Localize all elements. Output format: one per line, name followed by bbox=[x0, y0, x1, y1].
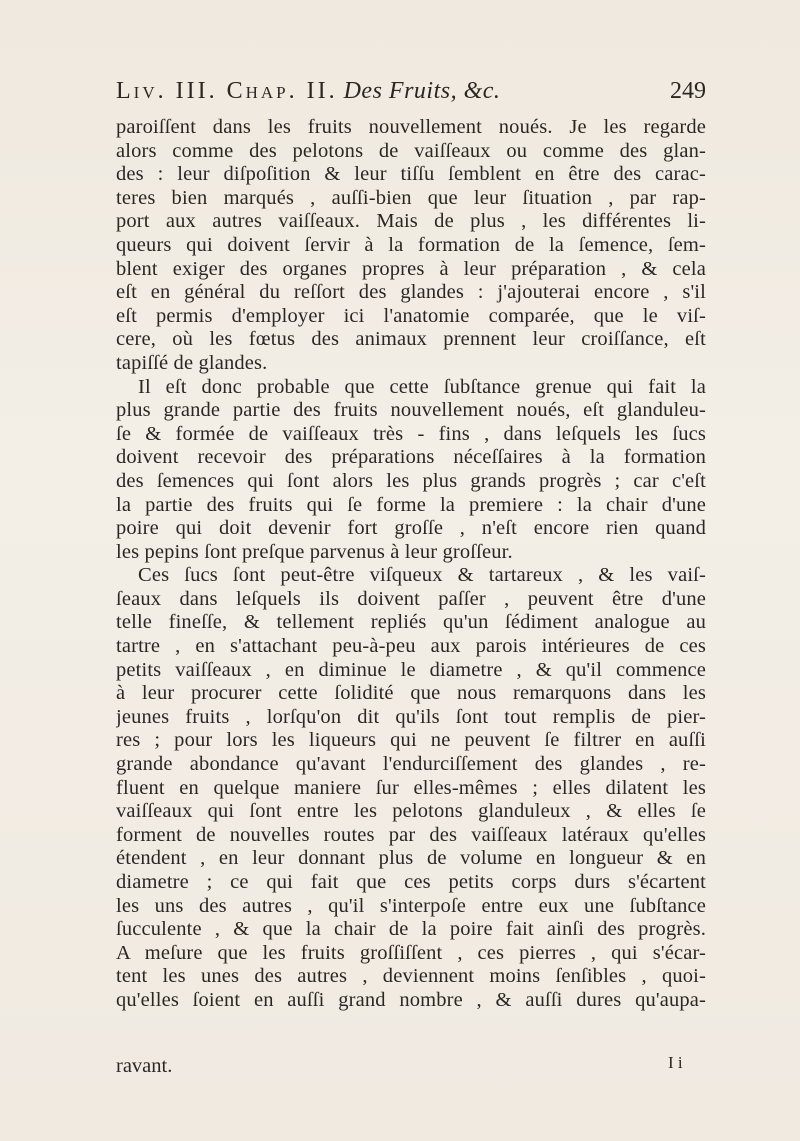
text-line: ſe & formée de vaiſſeaux très - fins , dans leſquels les ſucs bbox=[116, 422, 706, 445]
catchword: ravant. bbox=[116, 1055, 173, 1077]
text-line: étendent , en leur donnant plus de volume en longueur & en bbox=[116, 847, 706, 870]
text-line: la partie des fruits qui ſe forme la premiere : la chair d'une bbox=[116, 493, 706, 516]
text-line: vaiſſeaux qui ſont entre les pelotons glanduleux , & elles ſe bbox=[116, 800, 706, 823]
text-line: les pepins ſont preſque parvenus à leur groſſeur. bbox=[116, 540, 513, 563]
text-line: eſt en général du reſſort des glandes : j'ajouterai encore , s'il bbox=[116, 281, 706, 304]
text-line: poire qui doit devenir fort groſſe , n'eſt encore rien quand bbox=[116, 517, 706, 540]
text-line: cere, où les fœtus des animaux prennent leur croiſſance, eſt bbox=[116, 328, 706, 351]
text-line: tartre , en s'attachant peu-à-peu aux parois intérieures de ces bbox=[116, 635, 706, 658]
text-line: à leur procurer cette ſolidité que nous remarquons dans les bbox=[116, 682, 706, 705]
text-line: paroiſſent dans les fruits nouvellement noués. Je les regarde bbox=[116, 116, 706, 138]
text-line: blent exiger des organes propres à leur préparation , & cela bbox=[116, 257, 706, 280]
text-line: qu'elles ſoient en auſſi grand nombre , & auſſi dures qu'aupa- bbox=[116, 988, 706, 1011]
text-line: A meſure que les fruits groſſiſſent , ces pierres , qui s'écar- bbox=[116, 941, 706, 964]
running-header bbox=[116, 78, 706, 110]
text-line: eſt permis d'employer ici l'anatomie comparée, que le viſ- bbox=[116, 304, 706, 327]
text-line: Il eſt donc probable que cette ſubſtance grenue qui fait la bbox=[138, 375, 706, 398]
text-line: res ; pour lors les liqueurs qui ne peuvent ſe filtrer en auſſi bbox=[116, 729, 706, 752]
text-line: petits vaiſſeaux , en diminue le diametre , & qu'il commence bbox=[116, 658, 706, 681]
page-number: 249 bbox=[670, 78, 706, 104]
text-line: grande abondance qu'avant l'endurciſſement des glandes , re- bbox=[116, 753, 706, 776]
text-line: tent les unes des autres , deviennent moins ſenſibles , quoi- bbox=[116, 965, 706, 988]
text-line: ſucculente , & que la chair de la poire fait ainſi des progrès. bbox=[116, 918, 706, 941]
text-line: des ſemences qui ſont alors les plus grands progrès ; car c'eſt bbox=[116, 469, 706, 492]
text-line: des : leur diſpoſition & leur tiſſu ſemblent en être des carac- bbox=[116, 163, 706, 186]
text-line: doivent recevoir des préparations néceſſaires à la formation bbox=[116, 446, 706, 469]
text-line: teres bien marqués , auſſi-bien que leur ſituation , par rap- bbox=[116, 186, 706, 209]
text-line: port aux autres vaiſſeaux. Mais de plus , les différentes li- bbox=[116, 210, 706, 233]
chapter-title: Des Fruits, &c. bbox=[343, 78, 501, 104]
body-text bbox=[116, 116, 706, 1013]
text-line: forment de nouvelles routes par des vaiſſeaux latéraux qu'elles bbox=[116, 823, 706, 846]
text-line: alors comme des pelotons de vaiſſeaux ou comme des glan- bbox=[116, 139, 706, 162]
text-line: plus grande partie des fruits nouvellement noués, eſt glanduleu- bbox=[116, 399, 706, 422]
text-line: ſeaux dans leſquels ils doivent paſſer , peuvent être d'une bbox=[116, 587, 706, 610]
text-line: Ces ſucs ſont peut-être viſqueux & tartareux , & les vaiſ- bbox=[138, 564, 706, 587]
text-line: les uns des autres , qu'il s'interpoſe entre eux une ſubſtance bbox=[116, 894, 706, 917]
text-line: fluent en quelque maniere ſur elles-mêmes ; elles dilatent les bbox=[116, 776, 706, 799]
signature-mark: I i bbox=[668, 1053, 683, 1072]
text-line: jeunes fruits , lorſqu'on dit qu'ils ſont tout remplis de pier- bbox=[116, 705, 706, 728]
text-line: queurs qui doivent ſervir à la formation de la ſemence, ſem- bbox=[116, 233, 706, 256]
running-head-left bbox=[116, 78, 500, 105]
section-label: Liv. III. Chap. II. bbox=[116, 78, 338, 104]
text-line: telle fineſſe, & tellement repliés qu'un ſédiment analogue au bbox=[116, 611, 706, 634]
text-line: diametre ; ce qui fait que ces petits corps durs s'écartent bbox=[116, 871, 706, 893]
text-line: tapiſſé de glandes. bbox=[116, 351, 268, 374]
